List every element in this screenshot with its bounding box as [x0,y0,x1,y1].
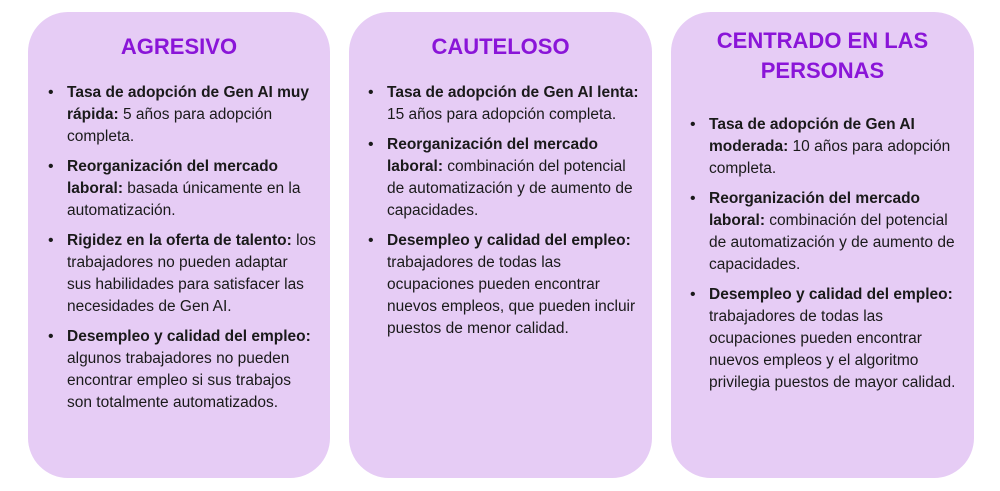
bullet-text: basada únicamente en la automatización. [67,180,301,219]
scenario-title: CAUTELOSO [431,34,570,59]
scenario-title: AGRESIVO [120,34,238,59]
bullet-text: trabajadores de todas las ocupaciones pueden encontrar nuevos empleos, que pueden incluir puestos de menor calidad. [387,254,636,337]
scenario-card-cauteloso [349,12,652,478]
list-item [368,82,640,126]
list-item [48,326,316,414]
bullet-lead: Tasa de adopción de Gen AI muy rápida: [67,84,310,123]
bullet-text: 15 años para adopción completa. [387,106,617,123]
bullet-lead: Desempleo y calidad del empleo: [67,328,311,345]
bullet-icon: • [690,116,696,133]
list-item [48,156,316,222]
list-item [48,82,316,148]
bullet-text: 10 años para adopción completa. [709,138,951,177]
bullet-icon: • [368,136,374,153]
bullet-icon: • [690,286,696,303]
bullet-lead: Tasa de adopción de Gen AI moderada: [709,116,915,155]
bullet-icon: • [48,84,54,101]
scenario-bullet-list [368,82,640,348]
bullet-text: 5 años para adopción completa. [67,106,273,145]
list-item [690,114,964,180]
bullet-text: combinación del potencial de automatización y de aumento de capacidades. [709,212,955,273]
bullet-lead: Desempleo y calidad del empleo: [709,286,953,303]
bullet-text: algunos trabajadores no pueden encontrar empleo si sus trabajos son totalmente automatizados. [67,350,292,411]
list-item [368,134,640,222]
scenario-card-centrado-en-las-personas [671,12,974,478]
bullet-icon: • [690,190,696,207]
bullet-text: trabajadores de todas las ocupaciones pueden encontrar nuevos empleos y el algoritmo privilegia puestos de mayor calidad. [709,308,956,391]
list-item [690,284,964,394]
bullet-lead: Reorganización del mercado laboral: [387,136,599,175]
bullet-text: combinación del potencial de automatización y de aumento de capacidades. [387,158,633,219]
bullet-lead: Tasa de adopción de Gen AI lenta: [387,84,639,101]
list-item [690,188,964,276]
bullet-lead: Rigidez en la oferta de talento: [67,232,292,249]
bullet-lead: Reorganización del mercado laboral: [709,190,921,229]
list-item [368,230,640,340]
scenario-bullet-list [690,114,964,402]
bullet-lead: Desempleo y calidad del empleo: [387,232,631,249]
bullet-icon: • [48,232,54,249]
scenario-card-agresivo [28,12,330,478]
scenario-title: CENTRADO EN LAS PERSONAS [716,28,929,83]
bullet-icon: • [48,328,54,345]
scenario-bullet-list [48,82,316,422]
bullet-icon: • [48,158,54,175]
bullet-lead: Reorganización del mercado laboral: [67,158,279,197]
list-item [48,230,316,318]
bullet-icon: • [368,84,374,101]
bullet-icon: • [368,232,374,249]
bullet-text: los trabajadores no pueden adaptar sus habilidades para satisfacer las necesidades de Gen AI. [67,232,316,315]
